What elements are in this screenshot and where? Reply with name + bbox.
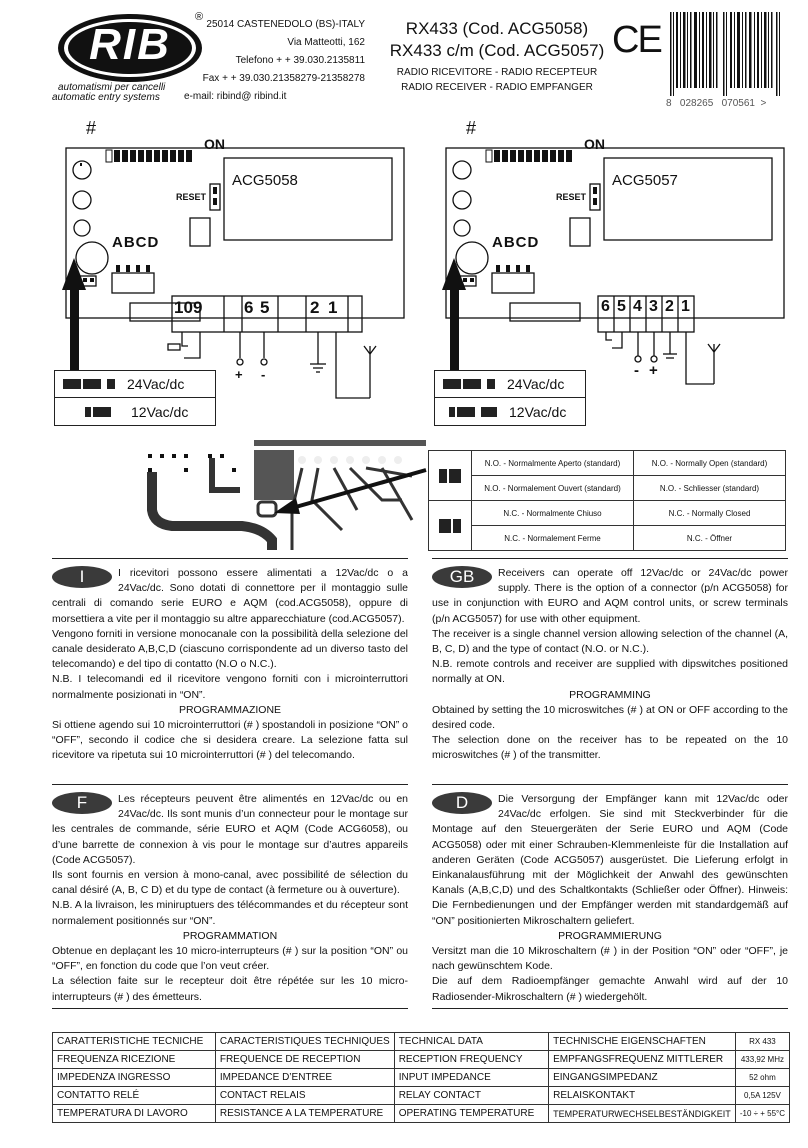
terminal-6: 6 <box>601 298 610 315</box>
divider <box>432 1008 788 1009</box>
divider <box>52 558 408 559</box>
de-heading: PROGRAMMIERUNG <box>558 929 662 942</box>
diagram-acg5057 <box>432 118 797 430</box>
table-cell: INPUT IMPEDANCE <box>394 1069 548 1087</box>
gb-heading: PROGRAMMING <box>569 688 651 701</box>
table-cell: TEMPERATURWECHSELBESTÄNDIGKEIT <box>549 1105 736 1123</box>
phone: Telefono + + 39.030.2135811 <box>235 55 365 66</box>
gb-paragraph-1: Receivers can operate off 12Vac/dc or 24Vac/dc power supply. There is the option of a connector (p/n ACG5058) for use in conjunction with EURO and AQM control units, or screw terminals (p/n ACG5057) for use with other equipment. <box>432 567 788 625</box>
contact-row-3-it: N.C. - Normalmente Chiuso <box>472 501 634 526</box>
dip-switch-on-label: ON <box>584 136 605 152</box>
table-row <box>53 1087 790 1105</box>
terminal-5: 5 <box>617 298 626 315</box>
company-address <box>180 16 365 106</box>
divider <box>432 558 788 559</box>
table-cell: CONTACT RELAIS <box>215 1087 394 1105</box>
divider <box>52 784 408 785</box>
table-cell: EMPFANGSFREQUENZ MITTLERER <box>549 1051 736 1069</box>
nc-jumper-icon <box>429 501 472 551</box>
table-cell: CONTATTO RELÉ <box>53 1087 216 1105</box>
section-italian <box>52 566 408 764</box>
table-row <box>53 1069 790 1087</box>
gb-paragraph-3: N.B. remote controls and receiver are supplied with dipswitches positioned normally at ON. <box>432 658 788 686</box>
dip-switch-hash: # <box>86 118 97 138</box>
terminal-2: 2 <box>665 298 674 315</box>
dip-switch-hash: # <box>466 118 477 138</box>
terminal-10: 10 <box>174 298 193 317</box>
terminal-1: 1 <box>328 298 338 317</box>
channel-abcd-label: ABCD <box>492 234 540 251</box>
fr-paragraph-1: Les récepteurs peuvent être alimentés en 12Vac/dc ou en 24Vac/dc. Ils sont munis d’un connecteur pour le montage sur les centrales de commande, série EURO et AQM (Code ACG6058), ou d’une barrette de connexion à vis pour le montage sur d’autres appareils (Code ACG5057). <box>52 793 408 866</box>
table-cell: 0,5A 125V <box>735 1087 789 1105</box>
terminal-6: 6 <box>244 298 254 317</box>
it-paragraph-1: I ricevitori possono essere alimentati a 12Vac/dc o a 24Vac/dc. Sono dotati di connettore per il montaggio sulle centrali di comando serie EURO e AQM (cod.ACG5058), oppure di morsettiera a vite per il montaggio su altre apparecchiature (cod.ACG5057). <box>52 567 408 625</box>
section-german <box>432 792 788 1005</box>
language-badge-f: F <box>52 792 112 814</box>
table-cell: TECHNICAL DATA <box>394 1033 548 1051</box>
language-badge-it: I <box>52 566 112 588</box>
product-code-2: RX433 c/m (Cod. ACG5057) <box>389 41 605 60</box>
table-cell: FREQUENCE DE RECEPTION <box>215 1051 394 1069</box>
registered-mark: ® <box>195 11 204 23</box>
ce-mark: CE <box>612 19 661 61</box>
divider <box>52 1008 408 1009</box>
diagram-acg5058 <box>52 118 417 430</box>
table-cell: RESISTANCE A LA TEMPERATURE <box>215 1105 394 1123</box>
table-cell: OPERATING TEMPERATURE <box>394 1105 548 1123</box>
voltage-box <box>434 370 586 426</box>
table-cell: TEMPERATURA DI LAVORO <box>53 1105 216 1123</box>
table-cell: TECHNISCHE EIGENSCHAFTEN <box>549 1033 736 1051</box>
contact-row-2-fr: N.O. - Normalement Ouvert (standard) <box>472 476 634 501</box>
contact-row-1-it: N.O. - Normalmente Aperto (standard) <box>472 451 634 476</box>
email: e-mail: ribind@ ribind.it <box>184 91 287 102</box>
voltage-24-label: 24Vac/dc <box>507 376 565 392</box>
address-line-2: Via Matteotti, 162 <box>287 37 365 48</box>
reset-label: RESET <box>556 192 587 202</box>
voltage-12-label: 12Vac/dc <box>131 403 189 420</box>
contact-row-1-en: N.O. - Normally Open (standard) <box>634 451 786 476</box>
contact-row-2-de: N.O. - Schliesser (standard) <box>634 476 786 501</box>
logo-tagline-1: automatismi per cancelli <box>58 82 166 93</box>
table-cell: RECEPTION FREQUENCY <box>394 1051 548 1069</box>
address-line-1: 25014 CASTENEDOLO (BS)-ITALY <box>206 19 365 30</box>
table-cell: 52 ohm <box>735 1069 789 1087</box>
detail-arrow <box>270 468 428 518</box>
fr-paragraph-3: N.B. A la livraison, les miniruptuers des télécommandes et du récepteur sont normalement positionnés sur “ON”. <box>52 899 408 927</box>
table-cell: RELAISKONTAKT <box>549 1087 736 1105</box>
table-cell: 433,92 MHz <box>735 1051 789 1069</box>
table-row <box>53 1105 790 1123</box>
logo-text: RIB <box>89 20 171 69</box>
terminal-3: 3 <box>649 298 658 315</box>
table-cell: CARATTERISTICHE TECNICHE <box>53 1033 216 1051</box>
table-cell: -10 ÷ + 55°C <box>735 1105 789 1123</box>
no-jumper-icon <box>429 451 472 501</box>
de-paragraph-5: Die auf dem Radioempfänger gemachte Anwahl wird auf der 10 Radiosender-Mikroschaltern (# ) wiedergehölt. <box>432 975 788 1003</box>
table-cell: CARACTERISTIQUES TECHNIQUES <box>215 1033 394 1051</box>
terminal-9: 9 <box>193 298 203 317</box>
barcode-digits: 8 028265 070561 > <box>666 98 767 109</box>
de-paragraph-1: Die Versorgung der Empfänger kann mit 12Vac/dc oder 24Vac/dc erfolgen. Sie sind mit Steckverbinder für die Montage auf den Steuergeräten der Serie EURO und AQM (Code ACG5058) oder mit einer Schrauben-Klemmenleiste für die Installation auf anderen Geräten (Code ACG5057) ausgerüstet. Die Lieferung erfolgt in Einkanalausführung mit der Möglichkeit der Anwahl des gewünschten Kanals (A,B,C,D) und des Schaltkontakts (Schließer oder Öffner). Hinweis: Die Fernbedienungen und der Empfänger werden mit standardgemäß auf “ON” positionierten Mikroschaltern geliefert. <box>432 793 788 927</box>
logo-tagline-2: automatic entry systems <box>52 92 160 103</box>
de-paragraph-4: Versitzt man die 10 Mikroschaltern (# ) in der Position “ON” oder “OFF”, je nach gewünschtem Kode. <box>432 945 788 973</box>
minus-label: - <box>261 367 266 382</box>
technical-data-table <box>52 1032 790 1123</box>
plus-label: + <box>235 367 243 382</box>
product-code-1: RX433 (Cod. ACG5058) <box>405 19 589 38</box>
it-paragraph-2: Vengono forniti in versione monocanale con la possibilità della selezione del canale desiderato A,B,C,D (ciascuno corrispondente ad un diverso tasto del telecomando) e del tipo di contatto (N.O o N.C.). <box>52 627 408 671</box>
fax: Fax + + 39.030.21358279-21358278 <box>202 73 365 84</box>
barcode <box>668 12 790 120</box>
fr-paragraph-5: La sélection faite sur le recepteur doit être répétée sur les 10 micro-interrupteurs (# ) des émetteurs. <box>52 975 408 1003</box>
voltage-12-label: 12Vac/dc <box>509 403 567 420</box>
table-cell: RX 433 <box>735 1033 789 1051</box>
channel-abcd-label: ABCD <box>112 234 160 251</box>
contact-row-4-de: N.C. - Öffner <box>634 526 786 551</box>
gb-paragraph-4: Obtained by setting the 10 microswitches (# ) at ON or OFF according to the desired code. <box>432 703 788 732</box>
language-badge-gb: GB <box>432 566 492 588</box>
fr-paragraph-2: Ils sont fournis en version à mono-canal, avec possibilité de sélection du canal désiré (A, B, C D) et du type de contact (à fermeture ou à ouverture). <box>52 869 408 897</box>
table-row <box>53 1033 790 1051</box>
gb-paragraph-5: The selection done on the receiver has to be repeated on the 10 microswitches (# ) of the transmitter. <box>432 734 788 762</box>
it-paragraph-3: N.B. I telecomandi ed il ricevitore vengono forniti con i microinterruttori normalmente posizionati in “ON”. <box>52 673 408 701</box>
fr-paragraph-4: Obtenue en deplaçant les 10 micro-interrupteurs (# ) sur la position “ON” ou “OFF”, en fonction du code que l’on veut créer. <box>52 945 408 973</box>
contact-row-4-fr: N.C. - Normalement Ferme <box>472 526 634 551</box>
table-cell: EINGANGSIMPEDANZ <box>549 1069 736 1087</box>
product-subtitle-2: RADIO RECEIVER - RADIO EMPFANGER <box>401 82 593 93</box>
section-english <box>432 566 788 764</box>
table-row <box>53 1051 790 1069</box>
table-cell: IMPEDANCE D’ENTREE <box>215 1069 394 1087</box>
product-title <box>382 18 612 95</box>
table-cell: FREQUENZA RICEZIONE <box>53 1051 216 1069</box>
it-paragraph-4: Si ottiene agendo sui 10 microinterruttori (# ) spostandoli in posizione “ON” o “OFF”, secondo il codice che si desidera creare. La selezione fatta sul ricevitore va ripetuta sui 10 microinterruttori (# ) del telecomando. <box>52 719 409 762</box>
minus-label: - <box>634 362 639 379</box>
voltage-24-label: 24Vac/dc <box>127 376 185 392</box>
contact-row-3-en: N.C. - Normally Closed <box>634 501 786 526</box>
table-cell: IMPEDENZA INGRESSO <box>53 1069 216 1087</box>
language-badge-d: D <box>432 792 492 814</box>
gb-paragraph-2: The receiver is a single channel version allowing selection of the channel (A, B, C, D) and the type of contact (N.O. or N.C.). <box>432 627 788 656</box>
reset-label: RESET <box>176 192 207 202</box>
terminal-2: 2 <box>310 298 320 317</box>
terminal-1: 1 <box>681 298 690 315</box>
terminal-4: 4 <box>633 298 642 315</box>
divider <box>432 784 788 785</box>
dip-switch-on-label: ON <box>204 136 225 152</box>
terminal-5: 5 <box>260 298 270 317</box>
product-subtitle-1: RADIO RICEVITORE - RADIO RECEPTEUR <box>396 67 598 78</box>
model-label: ACG5057 <box>612 172 678 189</box>
model-label: ACG5058 <box>232 172 298 189</box>
voltage-box <box>54 370 216 426</box>
contact-type-table <box>428 450 786 551</box>
plus-label: + <box>649 362 658 379</box>
table-cell: RELAY CONTACT <box>394 1087 548 1105</box>
fr-heading: PROGRAMMATION <box>182 929 278 942</box>
section-french <box>52 792 408 1005</box>
it-heading: PROGRAMMAZIONE <box>178 703 282 716</box>
